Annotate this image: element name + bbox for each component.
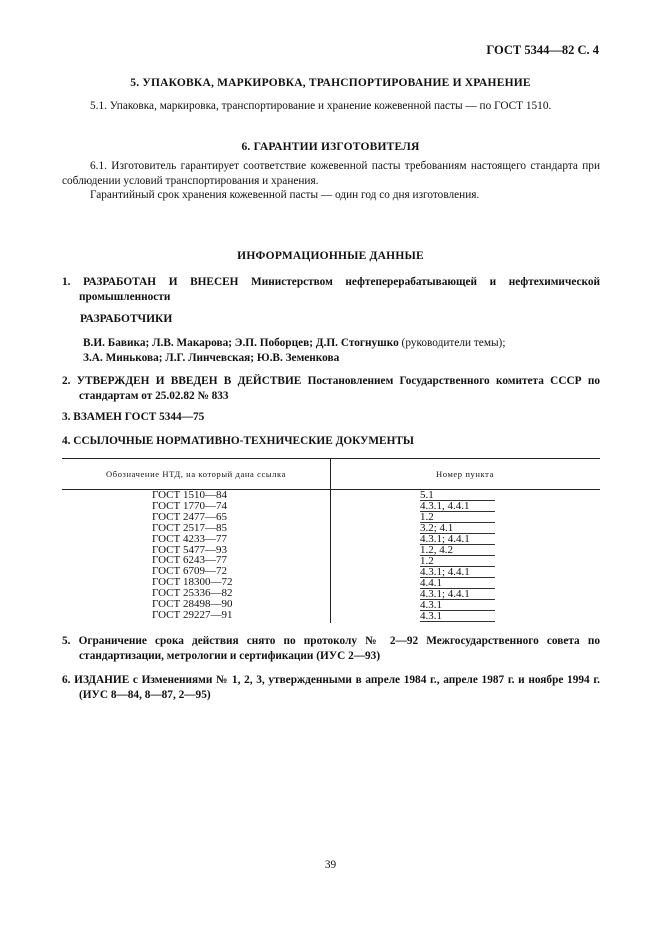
table-cell-document: ГОСТ 6243—77	[152, 554, 227, 567]
table-cell-document: ГОСТ 29227—91	[152, 608, 233, 621]
info-item-4: 4. ССЫЛОЧНЫЕ НОРМАТИВНО-ТЕХНИЧЕСКИЕ ДОКУМЕНТЫ	[62, 435, 414, 447]
table-column-divider	[330, 458, 331, 623]
table-cell-clause: 4.3.1	[420, 611, 495, 622]
table-cell-document: ГОСТ 6709—72	[152, 565, 227, 578]
table-cell-document: ГОСТ 28498—90	[152, 598, 233, 611]
section-6-title: 6. ГАРАНТИИ ИЗГОТОВИТЕЛЯ	[241, 141, 420, 153]
table-column-clauses	[420, 490, 495, 622]
table-column-documents	[152, 490, 232, 621]
page-number: 39	[324, 859, 337, 871]
table-cell-document: ГОСТ 4233—77	[152, 532, 227, 545]
section-5-title: 5. УПАКОВКА, МАРКИРОВКА, ТРАНСПОРТИРОВАНИЕ И ХРАНЕНИЕ	[130, 77, 531, 89]
table-header-rule	[62, 489, 600, 490]
developers-title: РАЗРАБОТЧИКИ	[80, 313, 173, 325]
info-item-6: 6. ИЗДАНИЕ с Изменениями № 1, 2, 3, утвержденными в апреле 1984 г., апреле 1987 г. и ноябре 1994 г. (ИУС 8—84, 8—87, 2—95)	[62, 674, 600, 701]
table-cell-document: ГОСТ 1510—84	[152, 489, 227, 501]
table-cell-document: ГОСТ 2477—65	[152, 510, 227, 523]
info-title: ИНФОРМАЦИОННЫЕ ДАННЫЕ	[237, 250, 424, 262]
table-header-document: Обозначение НТД, на который дана ссылка	[106, 469, 286, 479]
table-cell-document: ГОСТ 18300—72	[152, 576, 233, 589]
info-item-1: 1. РАЗРАБОТАН И ВНЕСЕН Министерством нефтеперерабатывающей и нефтехимической промышленности	[62, 276, 600, 303]
section-6-paragraph-1: 6.1. Изготовитель гарантирует соответствие кожевенной пасты требованиям настоящего стандарта при соблюдении условий транспортирования и хранения.	[62, 160, 600, 187]
section-6-paragraph-2: Гарантийный срок хранения кожевенной пасты — один год со дня изготовления.	[90, 189, 480, 201]
table-cell-clause: 5.1	[420, 490, 495, 501]
table-cell-clause: 4.3.1	[420, 600, 495, 611]
table-cell-clause: 4.4.1	[420, 578, 495, 589]
table-header-clause: Номер пункта	[436, 469, 494, 479]
table-cell-clause: 1.2	[420, 556, 495, 567]
table-top-rule	[62, 458, 600, 459]
table-cell-document: ГОСТ 2517—85	[152, 521, 227, 534]
table-cell-clause: 1.2	[420, 512, 495, 523]
page-header: ГОСТ 5344—82 С. 4	[486, 43, 599, 57]
section-5-paragraph-1: 5.1. Упаковка, маркировка, транспортирование и хранение кожевенной пасты — по ГОСТ 1510.	[90, 100, 552, 112]
developers-list	[83, 336, 600, 366]
developers-names-1: В.И. Бавика; Л.В. Макарова; Э.П. Поборцев; Д.П. Стогнушко	[83, 337, 399, 349]
table-cell-clause: 4.3.1; 4.4.1	[420, 567, 495, 578]
info-item-5: 5. Ограничение срока действия снято по протоколу № 2—92 Межгосударственного совета по стандартизации, метрологии и сертификации (ИУС 2—93)	[62, 635, 600, 662]
developers-role: (руководители темы);	[398, 337, 506, 349]
table-cell-clause: 1.2, 4.2	[420, 545, 495, 556]
table-cell-clause: 4.3.1; 4.4.1	[420, 534, 495, 545]
table-cell-document: ГОСТ 25336—82	[152, 587, 233, 600]
info-item-3: 3. ВЗАМЕН ГОСТ 5344—75	[62, 411, 205, 423]
info-item-2: 2. УТВЕРЖДЕН И ВВЕДЕН В ДЕЙСТВИЕ Постановлением Государственного комитета СССР по стандартам от 25.02.82 № 833	[62, 375, 600, 402]
table-cell-document: ГОСТ 1770—74	[152, 499, 227, 512]
table-cell-document: ГОСТ 5477—93	[152, 543, 227, 556]
developers-names-2: З.А. Минькова; Л.Г. Линчевская; Ю.В. Земенкова	[83, 352, 340, 364]
table-cell-clause: 3.2; 4.1	[420, 523, 495, 534]
table-cell-clause: 4.3.1, 4.4.1	[420, 501, 495, 512]
table-cell-clause: 4.3.1; 4.4.1	[420, 589, 495, 600]
